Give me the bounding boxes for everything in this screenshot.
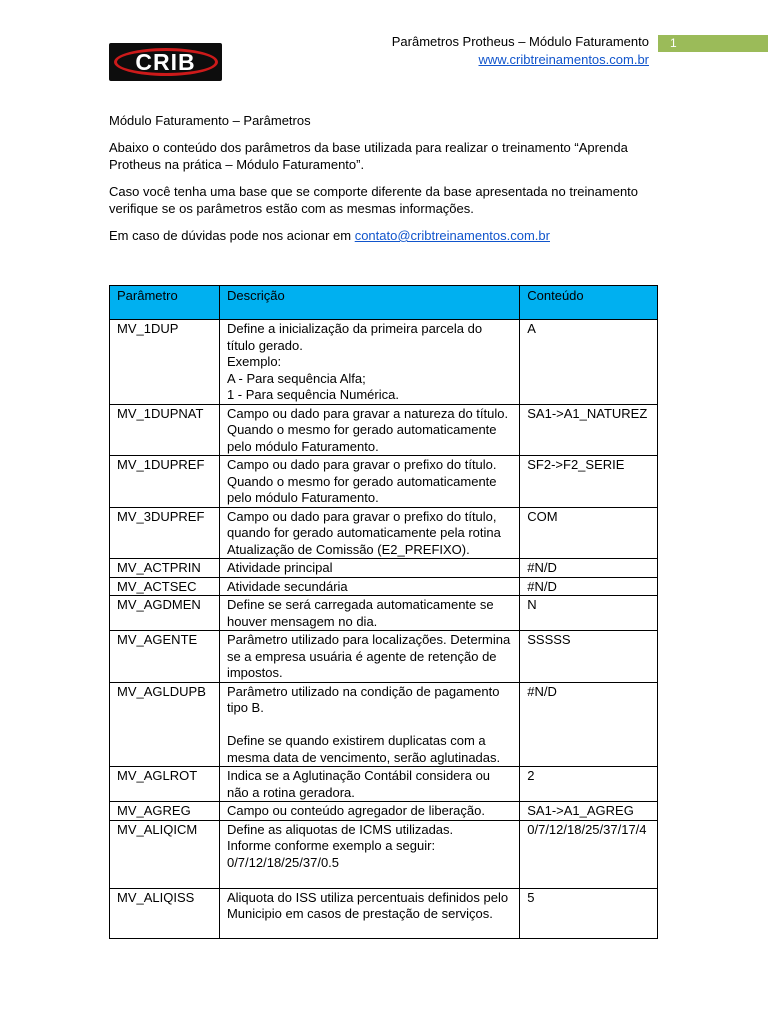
cell-description xyxy=(219,456,519,508)
header-parametro: Parâmetro xyxy=(110,286,220,320)
cell-value: #N/D xyxy=(520,682,658,767)
table-row xyxy=(110,631,658,683)
logo-text: CRIB xyxy=(135,48,196,75)
cell-parameter: MV_ACTSEC xyxy=(110,577,220,596)
cell-description xyxy=(219,820,519,888)
cell-description xyxy=(219,559,519,578)
cell-value: COM xyxy=(520,507,658,559)
cell-parameter: MV_AGLDUPB xyxy=(110,682,220,767)
cell-value: #N/D xyxy=(520,559,658,578)
cell-value: 5 xyxy=(520,888,658,938)
description-line: Parâmetro utilizado na condição de pagamento tipo B. xyxy=(226,683,500,715)
intro-paragraph-1: Abaixo o conteúdo dos parâmetros da base utilizada para realizar o treinamento “Aprenda Protheus na prática – Módulo Faturamento”. xyxy=(109,140,628,172)
description-line: Atividade secundária xyxy=(226,578,348,594)
header-descricao: Descrição xyxy=(219,286,519,320)
description-line: Atividade principal xyxy=(226,560,333,575)
cell-value: SA1->A1_NATUREZ xyxy=(520,404,658,456)
cell-description xyxy=(219,404,519,456)
spacer xyxy=(227,871,512,888)
cell-parameter: MV_AGENTE xyxy=(110,631,220,683)
logo-ring xyxy=(114,48,218,76)
cell-value: 2 xyxy=(520,767,658,802)
table-row xyxy=(110,559,658,578)
cell-description xyxy=(219,507,519,559)
table-row xyxy=(110,820,658,888)
table-row xyxy=(110,507,658,559)
cell-parameter: MV_AGREG xyxy=(110,802,220,821)
cell-parameter: MV_3DUPREF xyxy=(110,507,220,559)
cell-description xyxy=(219,320,519,405)
cell-value: SA1->A1_AGREG xyxy=(520,802,658,821)
contact-email-link[interactable]: contato@cribtreinamentos.com.br xyxy=(354,228,550,243)
description-line: Campo ou dado para gravar o prefixo do título. Quando o mesmo for gerado automaticamente pelo módulo Faturamento. xyxy=(226,457,497,505)
cell-parameter: MV_AGLROT xyxy=(110,767,220,802)
cell-value: 0/7/12/18/25/37/17/4 xyxy=(520,820,658,888)
table-row xyxy=(110,456,658,508)
description-line: Define se quando existirem duplicatas com a mesma data de vencimento, serão aglutinadas. xyxy=(226,733,501,765)
cell-parameter: MV_1DUPNAT xyxy=(110,404,220,456)
description-line: Aliquota do ISS utiliza percentuais definidos pelo Municipio em casos de prestação de serviços. xyxy=(226,889,509,921)
page-number: 1 xyxy=(658,35,768,52)
header-url-link[interactable]: www.cribtreinamentos.com.br xyxy=(478,52,649,67)
crib-logo xyxy=(109,43,222,81)
cell-parameter: MV_ALIQISS xyxy=(110,888,220,938)
cell-value: SSSSS xyxy=(520,631,658,683)
cell-value: A xyxy=(520,320,658,405)
table-row xyxy=(110,767,658,802)
cell-description xyxy=(219,682,519,767)
description-line: Indica se a Aglutinação Contábil considera ou não a rotina geradora. xyxy=(226,768,491,800)
description-line: Informe conforme exemplo a seguir: 0/7/12/18/25/37/0.5 xyxy=(226,838,436,870)
description-line: Define se será carregada automaticamente se houver mensagem no dia. xyxy=(226,597,494,629)
table-row xyxy=(110,888,658,938)
description-line: Exemplo: xyxy=(226,354,282,369)
table-row xyxy=(110,596,658,631)
description-line: Campo ou conteúdo agregador de liberação. xyxy=(226,803,485,818)
description-line: Campo ou dado para gravar a natureza do título. Quando o mesmo for gerado automaticamente pelo módulo Faturamento. xyxy=(226,405,509,454)
table-row xyxy=(110,577,658,596)
cell-description xyxy=(219,596,519,631)
cell-description xyxy=(219,767,519,802)
table-row xyxy=(110,802,658,821)
intro-section xyxy=(109,112,659,254)
intro-paragraph-2: Caso você tenha uma base que se comporte diferente da base apresentada no treinamento verifique se os parâmetros estão com as mesmas informações. xyxy=(109,184,639,216)
contact-paragraph xyxy=(109,227,659,244)
cell-parameter: MV_ALIQICM xyxy=(110,820,220,888)
cell-value: N xyxy=(520,596,658,631)
description-line: Parâmetro utilizado para localizações. Determina se a empresa usuária é agente de retenção de impostos. xyxy=(226,632,511,680)
cell-parameter: MV_AGDMEN xyxy=(110,596,220,631)
table-row xyxy=(110,682,658,767)
parameters-table xyxy=(109,285,658,939)
cell-description xyxy=(219,888,519,938)
section-heading: Módulo Faturamento – Parâmetros xyxy=(109,113,311,128)
contact-text: Em caso de dúvidas pode nos acionar em xyxy=(109,228,355,243)
cell-value: SF2->F2_SERIE xyxy=(520,456,658,508)
cell-description xyxy=(219,577,519,596)
description-line: 1 - Para sequência Numérica. xyxy=(226,387,399,402)
cell-parameter: MV_ACTPRIN xyxy=(110,559,220,578)
table-row xyxy=(110,404,658,456)
description-line xyxy=(227,717,512,734)
description-line: Campo ou dado para gravar o prefixo do título, quando for gerado automaticamente pela rotina Atualização de Comissão (E2_PREFIXO). xyxy=(226,508,501,557)
description-line: Define as aliquotas de ICMS utilizadas. xyxy=(226,821,454,837)
cell-parameter: MV_1DUP xyxy=(110,320,220,405)
cell-description xyxy=(219,802,519,821)
cell-value: #N/D xyxy=(520,577,658,596)
description-line: Define a inicialização da primeira parcela do título gerado. xyxy=(226,321,483,353)
cell-parameter: MV_1DUPREF xyxy=(110,456,220,508)
header-title: Parâmetros Protheus – Módulo Faturamento xyxy=(391,34,649,49)
cell-description xyxy=(219,631,519,683)
header-conteudo: Conteúdo xyxy=(520,286,658,320)
table-header-row xyxy=(110,286,658,320)
table-row xyxy=(110,320,658,405)
description-line: A - Para sequência Alfa; xyxy=(226,370,366,386)
